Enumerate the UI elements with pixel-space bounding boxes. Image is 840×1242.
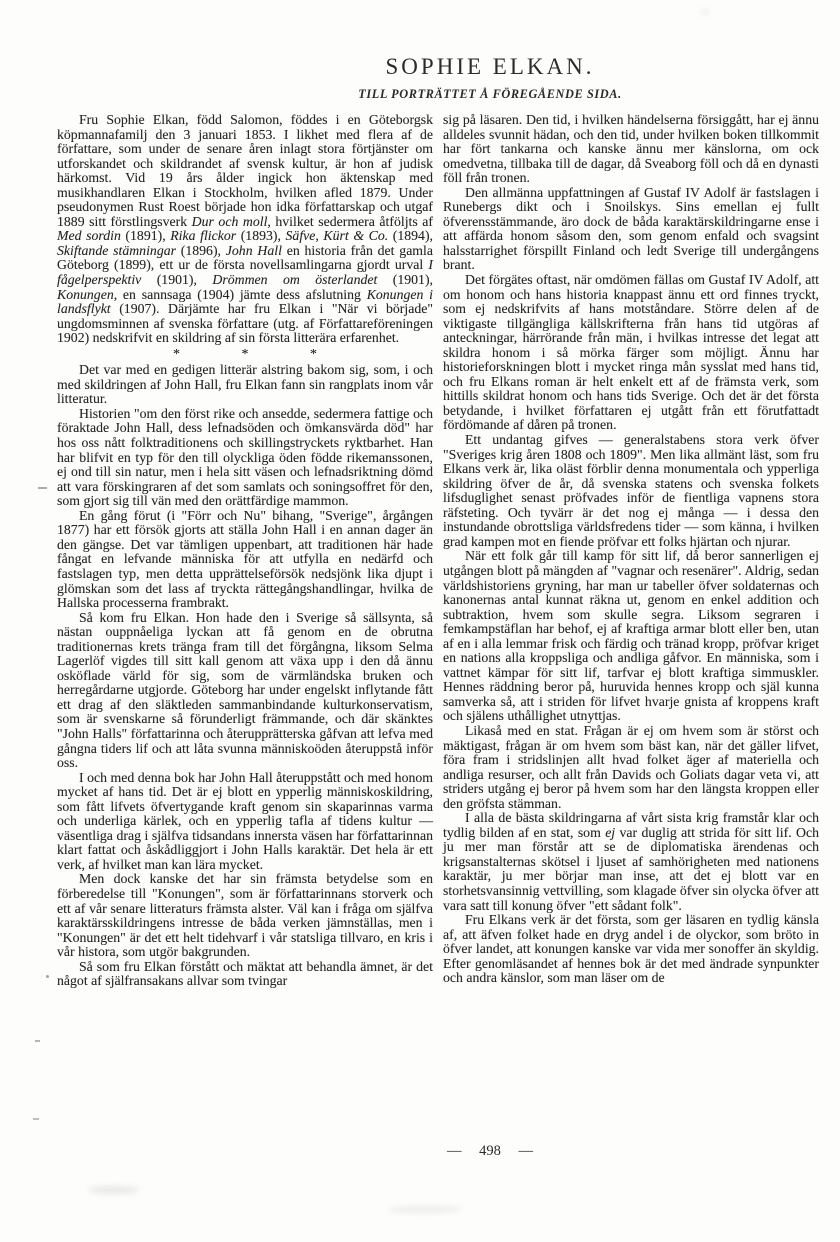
text-segment: (1894), [388,228,433,244]
paragraph [443,433,819,549]
text-segment: Men dock kanske det har sin främsta betydelse som en förberedelse till "Konungen", som är författarinnans storverk och ett af vår senare litteraturs främsta alster. Väl kan i fråga om själfva karaktärsskildringens intresse de båda verken jämnställas, men i "Konungen" är det ett helt tidehvarf i vår statsliga tillvaro, en kris i vår histora, som utgör bakgrunden. [57,871,433,960]
scan-artifact [35,1040,40,1042]
text-segment: I alla de bästa skildringarna af vårt sista krig framstår klar och tydlig bilden af en stat, som [443,810,819,840]
text-segment: , hvilket sedermera åtföljts af [267,213,433,229]
paragraph [57,113,433,346]
book-title-italic: Rika flickor [170,228,237,244]
paragraph [443,811,819,913]
text-segment: (1901), [141,272,213,288]
book-title-italic: Konungen [57,286,114,302]
paragraph [57,872,433,959]
paragraph [443,913,819,986]
scan-smudge [700,10,710,14]
paragraph [57,407,433,509]
text-segment: var duglig att strida för sitt lif. Och ju mer man förstår att se de diplomatiska ärendenas och krigsanstalternas skötsel i ljuset af samhörigheten med nationens karaktär, ju mer börjar man inse, att det ej blott var en storhetsvansinnig vettvilling, som klagade öfver sin olycka öfver att vara satt till konung öfver "ett sådant folk". [443,824,819,913]
book-title-italic: Konungen i landsflykt [57,286,433,317]
paragraph [57,611,433,771]
paragraph [57,771,433,873]
text-segment: (1907). Därjämte har fru Elkan i "När vi började" ungdomsminnen af svenska författare (utg. af Författareföreningen 1902) nedskrifvit en skildring af sin första litterära erfarenhet. [57,301,433,346]
paragraph [443,549,819,724]
text-segment: En gång förut (i "Förr och Nu" bihang, "Sverige", årgången 1877) har ett försök gjorts att ställa John Hall i en annan dager än den gängse. Det var tämligen uppenbart, att traditionen här hade fångat en lefvande människa för att utfylla en nedärfd och fastslagen typ, men detta upprättelseförsök nedsjönk lika djupt i glömskan som det lass af tryckta rättegångshandlingar, hvilka de Hallska processerna frambrakt. [57,507,433,611]
scan-artifact [46,975,49,978]
text-segment: Så som fru Elkan förstått och mäktat att behandla ämnet, är det något af själfransakans allvar som tvingar [57,958,433,989]
text-segment: (1893), [236,228,286,244]
article-header [110,54,840,102]
text-columns [57,113,819,989]
text-segment: Så kom fru Elkan. Hon hade den i Sverige så sällsynta, så nästan ouppnåeliga lyckan att få genom en de obrutna traditionernas krets tränga fram till det förgångna, liksom Selma Lagerlöf vigdes till sitt kall genom att växa upp i den då ännu osköflade värld för sig, som de värmländska bruken och herregårdarne utgjorde. Göteborg har under engelskt inflytande fått ett drag af den släktleden sammanbindande kulturkonservatism, som är svenskarne så förunderligt främmande, och där skänktes "John Halls" författarinna och återupprätterska gåfvan att lefva med gångna tiders lif och att låta svunna människoöden återuppstå inför oss. [57,609,433,771]
book-title-italic: John Hall [225,242,282,258]
text-segment: Den allmänna uppfattningen af Gustaf IV Adolf är fastslagen i Runebergs dikt och i Snoilskys. Sins emellan ej fullt öfverensstämmande, äro dock de båda karaktärskildringarne ense i att affärda honom såsom den, som genom enfald och svagsint halsstarrighet förspillt Finland och ledt Sverige till undergångens brant. [443,184,819,273]
text-segment: Fru Elkans verk är det första, som ger läsaren en tydlig känsla af, att äfven folket hade en dryg andel i de olyckor, som bröto in öfver landet, att konungen kanske var vida mer sonoffer än skyldig. Efter genomläsandet af hennes bok är det med ändrade synpunkter och andra känslor, som man läser om de [443,912,819,986]
page-number: — 498 — [447,1143,533,1159]
article-title: SOPHIE ELKAN. [385,54,595,79]
scan-artifact [33,1118,39,1120]
scan-smudge [388,1206,462,1213]
book-title-italic: Säfve, Kürt & Co. [285,228,389,244]
article-subtitle: TILL PORTRÄTTET Å FÖREGÅENDE SIDA. [358,87,622,101]
book-title-italic: Dur och moll [191,213,268,229]
text-segment: I och med denna bok har John Hall återuppstått och med honom mycket af hans tid. Det är ej blott en ypperlig människoskildring, som fått lifvets öfvertygande kraft genom sin skaparinnas varma och underliga kärlek, och en ypperlig tafla af tidens kultur — väsentliga drag i själfva tidsandans innersta väsen har författarinnan klart fattat och åskådliggjort i John Halls karaktär. Det hela är ett verk, af hvilket man kan lära mycket. [57,769,433,872]
book-title-italic: ej [605,824,616,840]
book-title-italic: Drömmen om österlandet [212,272,378,288]
paragraph [57,960,433,989]
text-segment: , en sannsaga (1904) jämte dess afslutning [113,286,367,302]
text-segment: (1901), [377,272,433,288]
book-title-italic: I fågelperspektiv [57,257,433,288]
paragraph [57,509,433,611]
paragraph [443,724,819,811]
book-title-italic: Med sordin [57,228,121,244]
paragraph [57,363,433,407]
scan-smudge [88,1186,140,1194]
text-segment: (1896), [175,242,226,258]
right-column [443,113,819,989]
text-segment: Ett undantag gifves — generalstabens stora verk öfver "Sveriges krig åren 1808 och 1809". Men lika allmänt läst, som fru Elkans verk är, lika oläst förblir denna monumentala och ypperliga skildring öfver de år, då svenska statens och svenska folkets lifsduglighet senast pröfvades inför de fientliga vapnens stora räfsteting. Och tyvärr är det nog ej många — i dessa den instundande obrottsliga världsfredens tider — som känna, i hvilken grad kampen mot en fiende pröfvar ett folks hjärtan och njurar. [443,432,819,549]
paragraph [443,186,819,273]
text-segment: Det var med en gedigen litterär alstring bakom sig, som, i och med skildringen af John Hall, fru Elkan fann sin rangplats inom vår litteratur. [57,362,433,407]
paragraph [443,113,819,186]
text-segment: När ett folk går till kamp för sitt lif, då beror sannerligen ej utgången blott på mängden af "vagnar och resenärer". Aldrig, sedan världshistoriens gryning, har man ur tabeller öfver soldaternas och kanonernas antal kunnat räkna ut, genom en enkel addition och subtraktion, hvem som skulle segra. Liksom segraren i femkampstäflan har behof, ej af kraftiga armar blott eller ben, utan af en i alla lemmar frisk och färdig och tränad kropp, pröfvar kriget en nations alla kroppsliga och andliga gåfvor. En människa, som i vattnet kämpar för sitt lif, tarfvar ej blott kraftiga simmuskler. Hennes räddning beror på, huruvida hennes kropp och själ kunna samverka så, att i striden för lifvet hvarje gnista af kroppens kraft och själens uthållighet utnyttjas. [443,548,819,724]
text-segment: Historien "om den först rike och ansedde, sedermera fattige och föraktade John Hall, dess lefnadsöden och ömkansvärda död" har hos oss nått folktraditionens och skillingstryckets ryktbarhet. Han har blifvit en typ för den till olyckliga öden födde rikemanssonen, ej ond till sin natur, men i hela sitt väsen och lefnadsriktning dömd att vara förskingraren af det som samlats och soningsoffret för den, som gjort sig till vän med den orättfärdige mammon. [57,405,433,509]
text-segment: sig på läsaren. Den tid, i hvilken händelserna försiggått, har ej ännu alldeles svunnit hädan, och den tid, under hvilken boken tillkommit har fört tankarna och kanske ännu mer känslorna, om ock omedvetna, tillbaka till de dagar, då Sveaborg föll och då en dynasti föll från tronen. [443,112,819,186]
text-segment: Likaså med en stat. Frågan är ej om hvem som är störst och mäktigast, frågan är om hvem som bäst kan, när det gäller lifvet, föra fram i stridslinjen allt hvad folket äger af materiella och andliga resurser, och allt från Davids och Goliats dagar veta vi, att striders utgång ej beror på hvem som har den längsta kroppen eller den gröfsta stämman. [443,722,819,811]
text-segment: en historia från det gamla Göteborg (1899), ett ur de första novellsamlingarna gjordt urval [57,242,434,273]
text-segment: (1891), [120,228,171,244]
paragraph [443,273,819,433]
book-title-italic: Skiftande stämningar [57,242,176,258]
section-separator: * * * [173,346,317,362]
scan-artifact [38,487,47,489]
text-segment: Det förgätes oftast, när omdömen fällas om Gustaf IV Adolf, att om honom och hans historia knappast ännu ett ord finnes tryckt, som ej nedskrifvits af hans motståndare. Större delen af de viktigaste tillgängliga källskrifterna från hans tid utgöras af anteckningar, härrörande från män, i hvilkas intresse det legat att skildra honom i så mörka färger som möjligt. Ännu har historieforskningen blott i mycket ringa mån sysslat med hans tid, och fru Elkans roman är helt enkelt ett af de främsta verk, som hittills skildrat honom och hans tids Sverige. Och det är det första betydande, i hvilket författaren ej utgått från ett förutfattadt fördömande af dåren på tronen. [443,272,819,433]
text-segment: Fru Sophie Elkan, född Salomon, föddes i en Göteborgsk köpmannafamilj den 3 januari 1853. I likhet med flera af de författare, som under de senare åren inlagt stora förtjänster om utforskandet och skildrandet af svensk kultur, är hon af judisk härkomst. Vid 19 års ålder ingick hon äktenskap med musikhandlaren Elkan i Stockholm, hvilken afled 1879. Under pseudonymen Rust Roest började hon idka författarskap och utgaf 1889 sitt förstlingsverk [57,112,433,229]
left-column [57,113,433,989]
